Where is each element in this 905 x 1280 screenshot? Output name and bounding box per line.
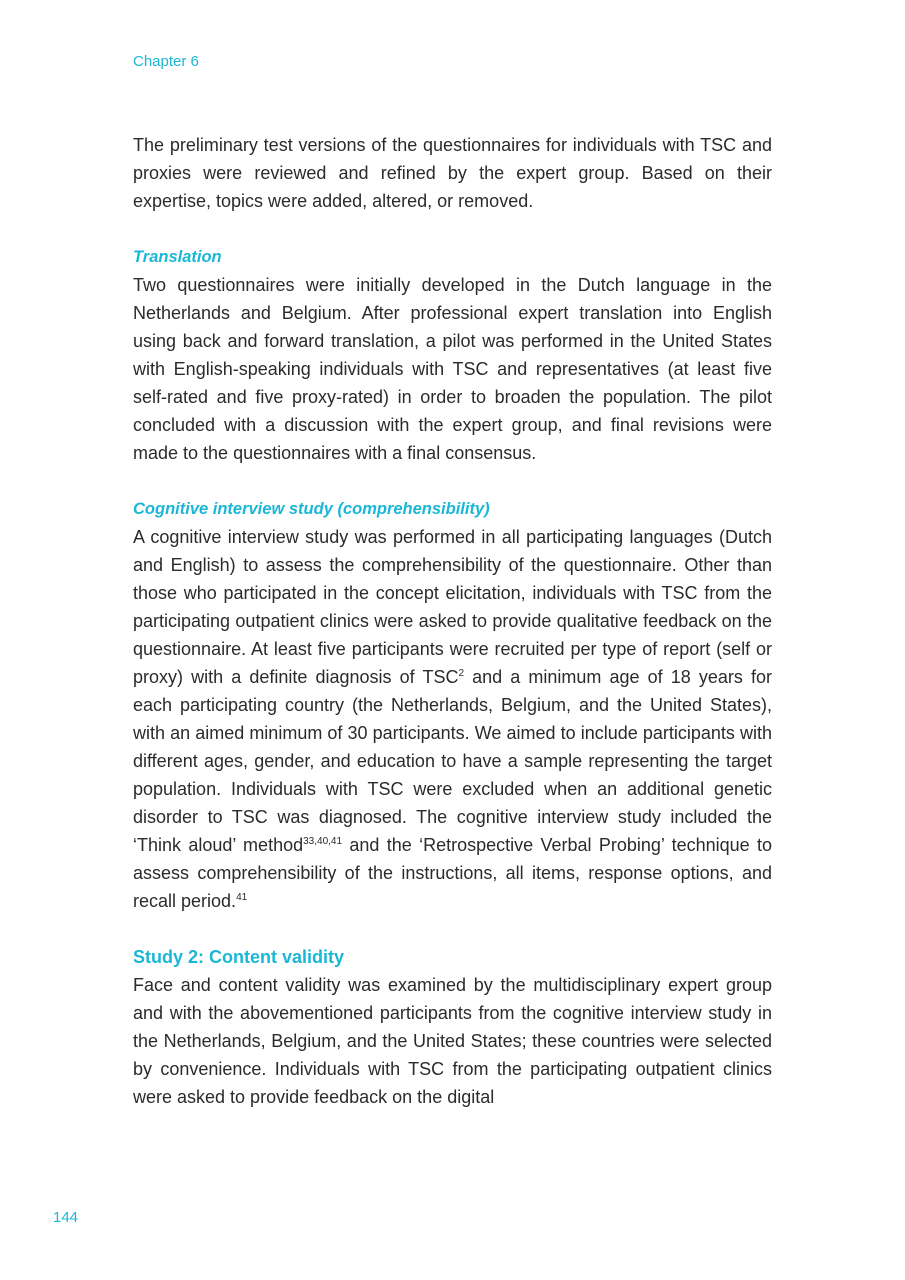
intro-paragraph: The preliminary test versions of the questionnaires for individuals with TSC and proxies were reviewed and refined by the expert group. Based on their expertise, topics were added, altered, or removed. — [133, 135, 772, 211]
cognitive-text-2: and a minimum age of 18 years for each participating country (the Netherlands, Belgium, and the United States), with an aimed minimum of 30 participants. We aimed to include participants with different ages, gender, and education to have a sample representing the target population. Individuals with TSC were excluded when an additional genetic disorder to TSC was diagnosed. The cognitive interview study included the ‘Think aloud’ method — [133, 667, 772, 855]
spacer — [133, 915, 772, 943]
page-body — [133, 131, 772, 1111]
cognitive-interview-heading: Cognitive interview study (comprehensibility) — [133, 500, 490, 518]
spacer — [133, 215, 772, 243]
citation-ref: 41 — [236, 892, 248, 903]
cognitive-text-1: A cognitive interview study was performed in all participating languages (Dutch and English) to assess the comprehensibility of the questionnaire. Other than those who participated in the concept elicitation, individuals with TSC from the participating outpatient clinics were asked to provide qualitative feedback on the questionnaire. At least five participants were recruited per type of report (self or proxy) with a definite diagnosis of TSC — [133, 527, 772, 687]
translation-paragraph: Two questionnaires were initially developed in the Dutch language in the Netherlands and Belgium. After professional expert translation into English using back and forward translation, a pilot was performed in the United States with English-speaking individuals with TSC and representatives (at least five self-rated and five proxy-rated) in order to broaden the population. The pilot concluded with a discussion with the expert group, and final revisions were made to the questionnaires with a final consensus. — [133, 275, 772, 463]
citation-ref: 2 — [458, 668, 465, 679]
translation-heading: Translation — [133, 248, 222, 266]
study-2-heading: Study 2: Content validity — [133, 947, 345, 967]
study-2-paragraph: Face and content validity was examined by the multidisciplinary expert group and with the abovementioned participants from the cognitive interview study in the Netherlands, Belgium, and the United States; these countries were selected by convenience. Individuals with TSC from the participating outpatient clinics were asked to provide feedback on the digital — [133, 975, 772, 1107]
citation-ref: 33,40,41 — [303, 836, 343, 847]
page-number: 144 — [53, 1209, 79, 1226]
chapter-running-head: Chapter 6 — [133, 53, 199, 70]
spacer — [133, 467, 772, 495]
cognitive-interview-paragraph — [133, 523, 772, 915]
cognitive-text-3: and the ‘Retrospective Verbal Probing’ technique to assess comprehensibility of the instructions, all items, response options, and recall period. — [133, 835, 772, 911]
